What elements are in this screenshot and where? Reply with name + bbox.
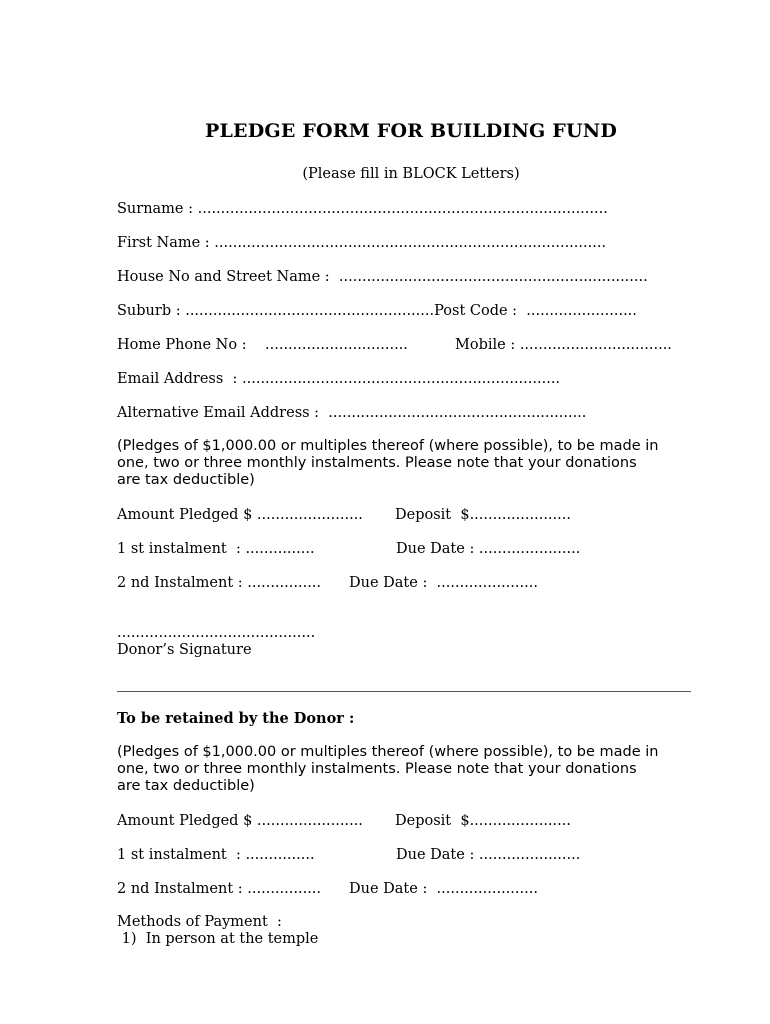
first-name-field[interactable]: First Name : ..................................................................................... <box>117 235 607 251</box>
mobile-field[interactable]: Mobile : ................................. <box>455 337 672 353</box>
suburb-postcode-field[interactable]: Suburb : ......................................................Post Code : ........................ <box>117 303 637 319</box>
signature-label: Donor’s Signature <box>117 642 252 658</box>
email-field[interactable]: Email Address : ..................................................................... <box>117 371 561 387</box>
house-street-field[interactable]: House No and Street Name : ................................................................... <box>117 269 648 285</box>
amount-pledged-field[interactable]: Amount Pledged $ ....................... <box>117 507 363 523</box>
payment-method-1: 1) In person at the temple <box>117 931 319 947</box>
retained-pledge-note: (Pledges of $1,000.00 or multiples thereof (where possible), to be made in one, two or three monthly instalments. Please note that your donations are tax deductible) <box>117 744 659 794</box>
deposit-field[interactable]: Deposit $...................... <box>395 507 571 523</box>
retained-first-instalment[interactable]: 1 st instalment : ............... <box>117 847 315 863</box>
alt-email-field[interactable]: Alternative Email Address : ........................................................ <box>117 405 587 421</box>
pledge-note: (Pledges of $1,000.00 or multiples thereof (where possible), to be made in one, two or three monthly instalments. Please note that your donations are tax deductible) <box>117 438 659 488</box>
retained-second-instalment[interactable]: 2 nd Instalment : ................ <box>117 881 322 897</box>
home-phone-field[interactable]: Home Phone No : ............................... <box>117 337 408 353</box>
retained-due-date-1[interactable]: Due Date : ...................... <box>396 847 581 863</box>
signature-line[interactable]: ........................................... <box>117 625 316 641</box>
second-instalment-field[interactable]: 2 nd Instalment : ................ <box>117 575 322 591</box>
due-date-2-field[interactable]: Due Date : ...................... <box>349 575 538 591</box>
divider <box>117 691 691 692</box>
due-date-1-field[interactable]: Due Date : ...................... <box>396 541 581 557</box>
page-title: PLEDGE FORM FOR BUILDING FUND <box>205 120 617 142</box>
methods-of-payment-label: Methods of Payment : <box>117 914 282 930</box>
retained-heading: To be retained by the Donor : <box>117 710 355 727</box>
retained-amount-pledged[interactable]: Amount Pledged $ ....................... <box>117 813 363 829</box>
first-instalment-field[interactable]: 1 st instalment : ............... <box>117 541 315 557</box>
surname-field[interactable]: Surname : ......................................................................................... <box>117 201 608 217</box>
page-subtitle: (Please fill in BLOCK Letters) <box>302 166 520 182</box>
retained-deposit[interactable]: Deposit $...................... <box>395 813 571 829</box>
retained-due-date-2[interactable]: Due Date : ...................... <box>349 881 538 897</box>
